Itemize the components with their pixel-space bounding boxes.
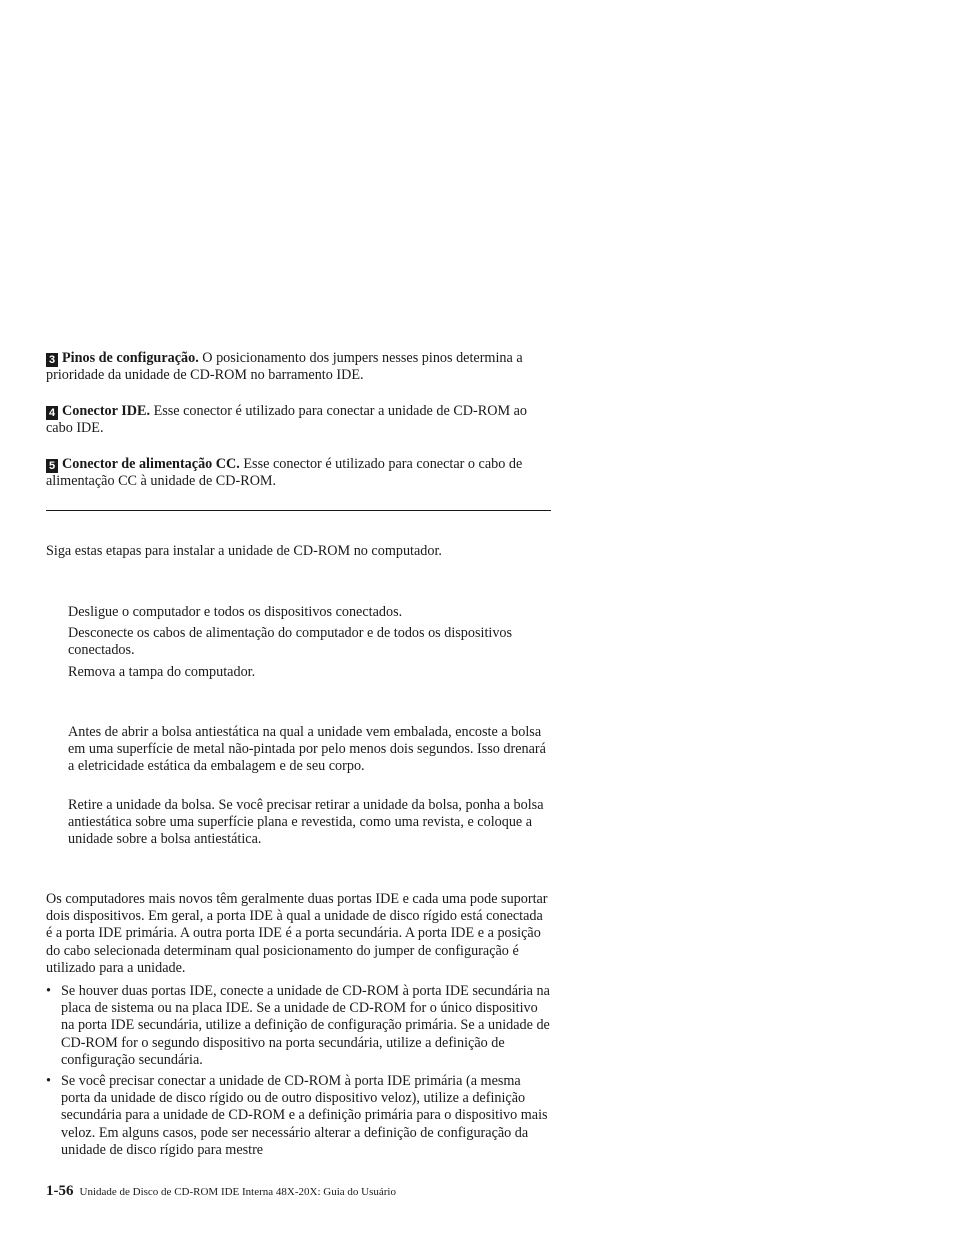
bullet-text: Se você precisar conectar a unidade de CD-ROM à porta IDE primária (a mesma porta da unidade de disco rígido ou de outro dispositivo veloz), utilize a definição secundária para a unidade de CD-ROM e a definição primária para o dispositivo mais veloz. Em alguns casos, pode ser necessário alterar a definição de configuração da unidade de disco rígido para mestre	[61, 1073, 548, 1158]
bullet-marker: •	[46, 1073, 51, 1090]
callout-number-4: 4	[46, 406, 58, 420]
legend-item-text: Esse conector é utilizado para conectar a unidade de CD-ROM ao cabo IDE.	[46, 403, 528, 437]
legend-item-text: Esse conector é utilizado para conectar o cabo de alimentação CC à unidade de CD-ROM.	[46, 456, 523, 490]
step-item: Desconecte os cabos de alimentação do computador e de todos os dispositivos conectados.	[68, 625, 513, 659]
step-item: Desligue o computador e todos os dispositivos conectados.	[68, 604, 403, 620]
bullet-text: Se houver duas portas IDE, conecte a unidade de CD-ROM à porta IDE secundária na placa de sistema ou na placa IDE. Se a unidade de CD-ROM for o único dispositivo na porta IDE secundária, utilize a definição de configuração primária. Se a unidade de CD-ROM for o segundo dispositivo na porta secundária, utilize a definição de configuração secundária.	[61, 983, 550, 1068]
step-item: Antes de abrir a bolsa antiestática na qual a unidade vem embalada, encoste a bolsa em uma superfície de metal não-pintada por pelo menos dois segundos. Isso drenará a eletricidade estática da embalagem e de seu corpo.	[68, 724, 546, 775]
step-item: Remova a tampa do computador.	[68, 664, 256, 680]
list-item	[46, 1073, 552, 1159]
page-footer	[46, 1182, 396, 1201]
callout-number-3: 3	[46, 353, 58, 367]
step-item: Retire a unidade da bolsa. Se você precisar retirar a unidade da bolsa, ponha a bolsa antiestática sobre uma superfície plana e revestida, como uma revista, e coloque a unidade sobre a bolsa antiestática.	[68, 797, 544, 848]
book-title: Unidade de Disco de CD-ROM IDE Interna 48X-20X: Guia do Usuário	[79, 1186, 396, 1198]
page-number: 1-56	[46, 1183, 74, 1199]
legend-item-title: Conector IDE.	[62, 403, 151, 419]
callout-number-5: 5	[46, 459, 58, 473]
legend-item-3	[46, 350, 556, 384]
legend-item-title: Conector de alimentação CC.	[62, 456, 240, 472]
bullet-list	[46, 983, 552, 1159]
list-item	[46, 983, 552, 1069]
legend-item-title: Pinos de configuração.	[62, 350, 199, 366]
legend-item-5	[46, 456, 556, 490]
bullet-marker: •	[46, 983, 51, 999]
section-divider	[46, 510, 551, 511]
ide-ports-paragraph: Os computadores mais novos têm geralmente duas portas IDE e cada uma pode suportar dois dispositivos. Em geral, a porta IDE à qual a unidade de disco rígido está conectada é a porta IDE primária. A outra porta IDE é a porta secundária. A porta IDE e a posição do cabo selecionada determinam qual posicionamento do jumper de configuração é utilizado para a unidade.	[46, 891, 548, 976]
legend-item-4	[46, 403, 556, 437]
intro-paragraph: Siga estas etapas para instalar a unidade de CD-ROM no computador.	[46, 543, 442, 559]
legend-item-text: O posicionamento dos jumpers nesses pinos determina a prioridade da unidade de CD-ROM no barramento IDE.	[46, 350, 523, 384]
